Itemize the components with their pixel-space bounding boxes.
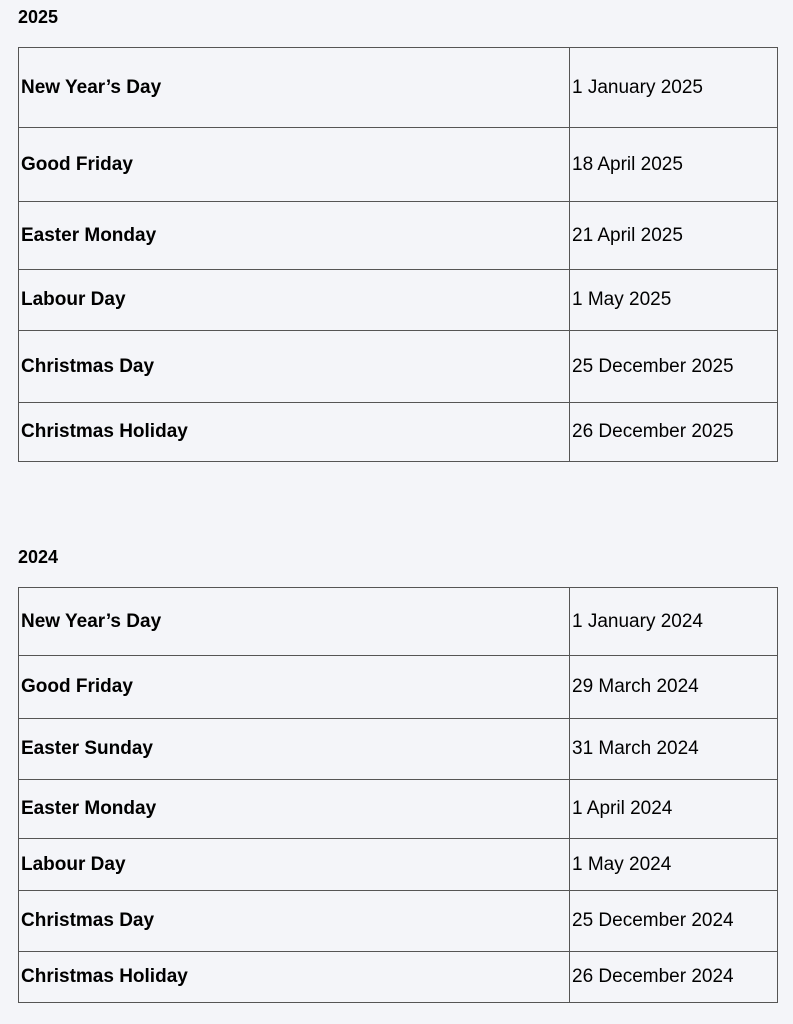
- table-row: [19, 403, 778, 462]
- holiday-date: 21 April 2025: [570, 202, 778, 270]
- holiday-name: Christmas Day: [19, 331, 570, 403]
- holiday-date: 26 December 2024: [570, 952, 778, 1003]
- holiday-date: 25 December 2025: [570, 331, 778, 403]
- holiday-name: Easter Monday: [19, 202, 570, 270]
- holiday-date: 1 April 2024: [570, 780, 778, 839]
- holidays-table: [18, 587, 778, 1003]
- table-row: [19, 270, 778, 331]
- table-row: [19, 839, 778, 891]
- holiday-date: 18 April 2025: [570, 128, 778, 202]
- holiday-date: 29 March 2024: [570, 656, 778, 719]
- holiday-date: 1 May 2024: [570, 839, 778, 891]
- holiday-date: 26 December 2025: [570, 403, 778, 462]
- table-row: [19, 48, 778, 128]
- holiday-date: 1 January 2024: [570, 588, 778, 656]
- table-row: [19, 656, 778, 719]
- year-heading: 2024: [18, 547, 59, 567]
- holiday-name: Good Friday: [19, 656, 570, 719]
- holidays-section-2024: [18, 540, 775, 1003]
- holiday-name: Easter Sunday: [19, 719, 570, 780]
- table-row: [19, 780, 778, 839]
- table-row: [19, 891, 778, 952]
- holiday-name: Christmas Holiday: [19, 403, 570, 462]
- holiday-name: Labour Day: [19, 270, 570, 331]
- holiday-name: New Year’s Day: [19, 48, 570, 128]
- table-row: [19, 331, 778, 403]
- holiday-date: 1 January 2025: [570, 48, 778, 128]
- table-row: [19, 719, 778, 780]
- holiday-date: 1 May 2025: [570, 270, 778, 331]
- holiday-date: 25 December 2024: [570, 891, 778, 952]
- holiday-name: Christmas Day: [19, 891, 570, 952]
- holidays-table: [18, 47, 778, 462]
- year-heading: 2025: [18, 7, 59, 27]
- holiday-name: Good Friday: [19, 128, 570, 202]
- holidays-section-2025: [18, 0, 775, 462]
- table-row: [19, 128, 778, 202]
- holiday-date: 31 March 2024: [570, 719, 778, 780]
- table-row: [19, 952, 778, 1003]
- holiday-name: New Year’s Day: [19, 588, 570, 656]
- holiday-name: Easter Monday: [19, 780, 570, 839]
- holiday-name: Christmas Holiday: [19, 952, 570, 1003]
- holiday-name: Labour Day: [19, 839, 570, 891]
- table-row: [19, 588, 778, 656]
- table-row: [19, 202, 778, 270]
